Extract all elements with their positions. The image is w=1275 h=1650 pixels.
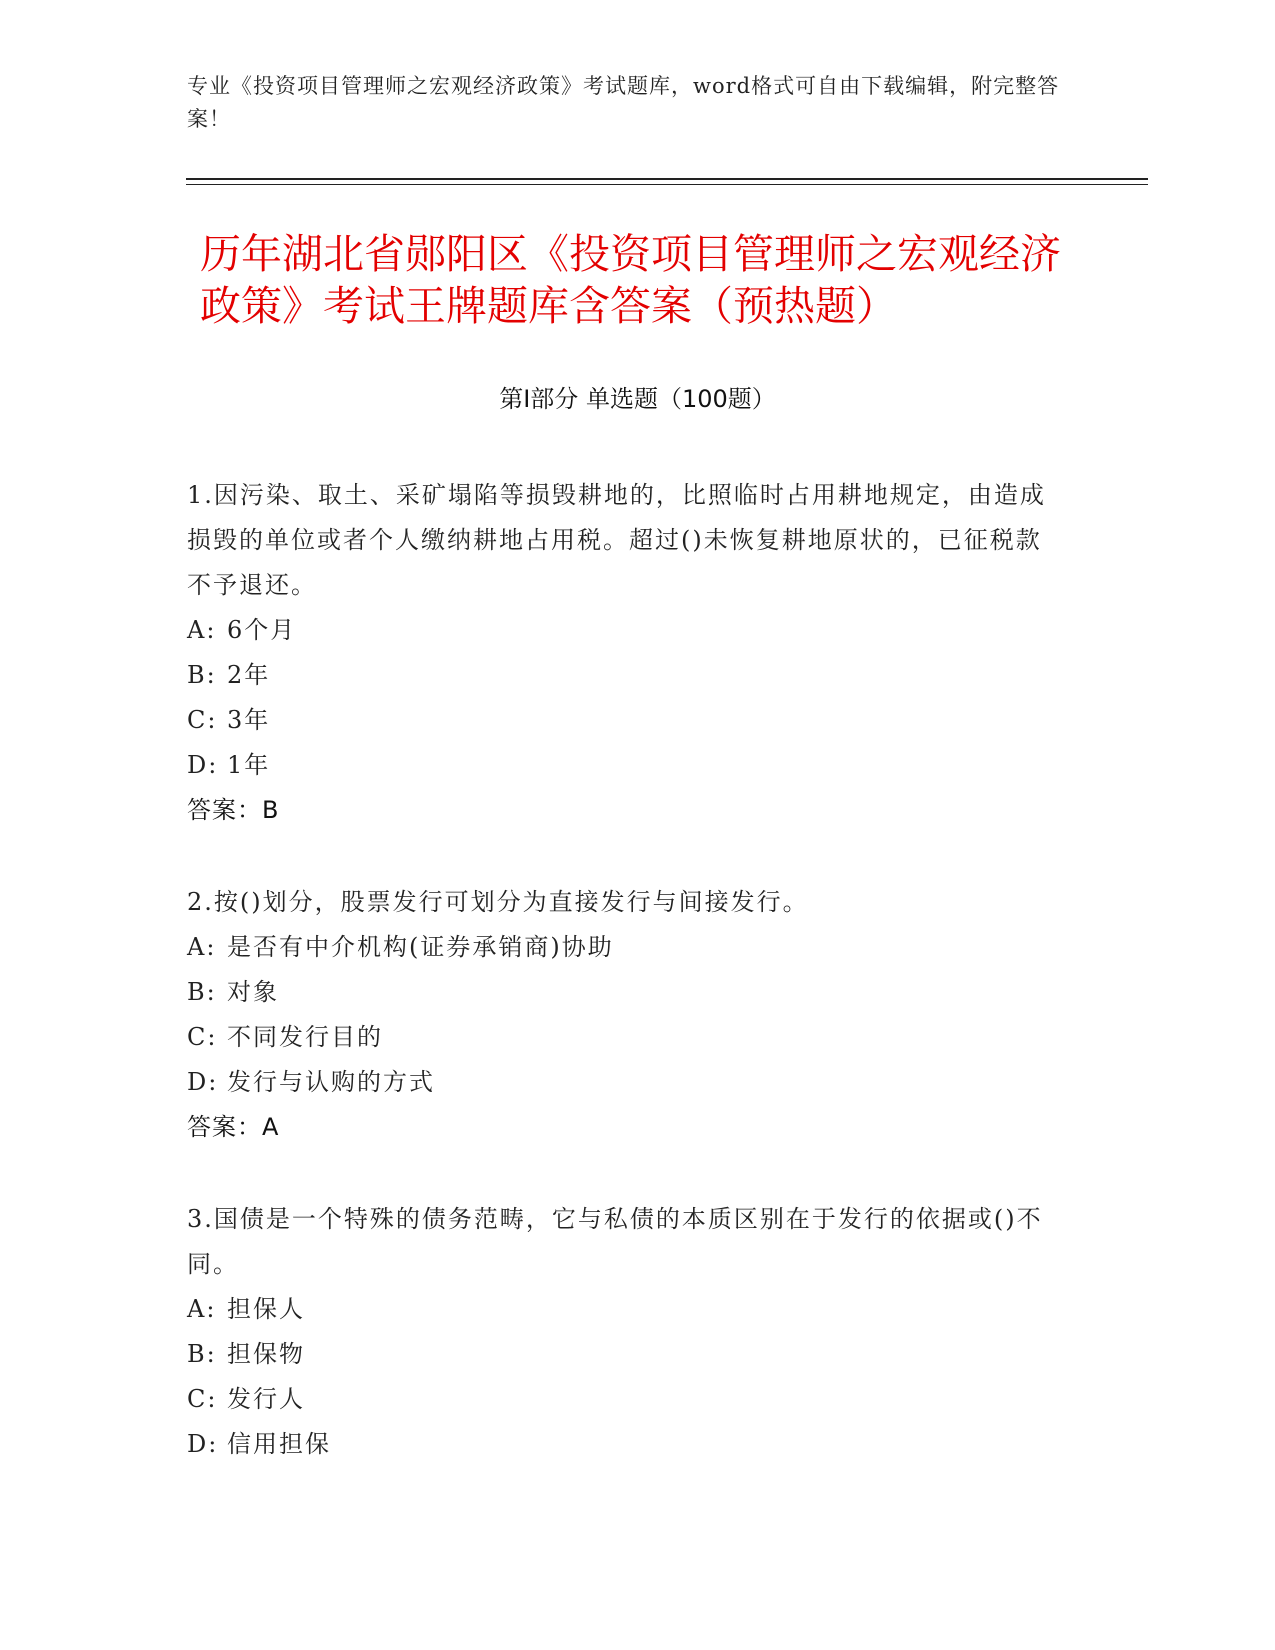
option-letter: D: [187, 1068, 219, 1096]
option-a [187, 925, 1067, 970]
option-letter: B: [187, 1340, 217, 1368]
header-rule-thin [186, 184, 1148, 185]
header-rule-thick [186, 178, 1148, 180]
option-d [187, 743, 1067, 788]
option-text: 2年 [227, 661, 271, 689]
question-list [187, 473, 1067, 1514]
option-text: 不同发行目的 [227, 1023, 383, 1051]
option-text: 发行人 [227, 1385, 305, 1413]
answer-line: 答案：A [187, 1113, 280, 1141]
question-stem: 3.国债是一个特殊的债务范畴，它与私债的本质区别在于发行的依据或()不同。 [187, 1205, 1043, 1278]
option-text: 对象 [227, 978, 279, 1006]
option-text: 3年 [227, 706, 271, 734]
option-text: 担保物 [227, 1340, 305, 1368]
option-c [187, 1015, 1067, 1060]
option-text: 信用担保 [227, 1430, 331, 1458]
question-1 [187, 473, 1067, 833]
document-title: 历年湖北省郧阳区《投资项目管理师之宏观经济政策》考试王牌题库含答案（预热题） [200, 230, 1061, 330]
option-c [187, 698, 1067, 743]
option-letter: C: [187, 1023, 218, 1051]
option-a [187, 608, 1067, 653]
question-stem: 2.按()划分，股票发行可划分为直接发行与间接发行。 [187, 888, 809, 916]
option-letter: A: [187, 933, 217, 961]
option-letter: A: [187, 1295, 217, 1323]
option-letter: D: [187, 751, 219, 779]
option-b [187, 1332, 1067, 1377]
option-letter: A: [187, 616, 217, 644]
option-text: 发行与认购的方式 [227, 1068, 435, 1096]
question-stem: 1.因污染、取土、采矿塌陷等损毁耕地的，比照临时占用耕地规定，由造成损毁的单位或者个人缴纳耕地占用税。超过()未恢复耕地原状的，已征税款不予退还。 [187, 481, 1046, 599]
option-text: 6个月 [227, 616, 297, 644]
option-text: 担保人 [227, 1295, 305, 1323]
option-a [187, 1287, 1067, 1332]
header-note: 专业《投资项目管理师之宏观经济政策》考试题库，word格式可自由下载编辑，附完整答案！ [187, 74, 1060, 131]
option-c [187, 1377, 1067, 1422]
section-title: 第Ⅰ部分 单选题（100题） [499, 385, 776, 413]
option-letter: B: [187, 978, 217, 1006]
answer-line: 答案：B [187, 796, 280, 824]
option-d [187, 1060, 1067, 1105]
option-b [187, 653, 1067, 698]
option-letter: C: [187, 1385, 218, 1413]
option-d [187, 1422, 1067, 1467]
option-letter: B: [187, 661, 217, 689]
question-2 [187, 880, 1067, 1150]
option-letter: C: [187, 706, 218, 734]
option-text: 1年 [227, 751, 271, 779]
question-3 [187, 1197, 1067, 1467]
option-text: 是否有中介机构(证券承销商)协助 [227, 933, 614, 961]
option-b [187, 970, 1067, 1015]
option-letter: D: [187, 1430, 219, 1458]
